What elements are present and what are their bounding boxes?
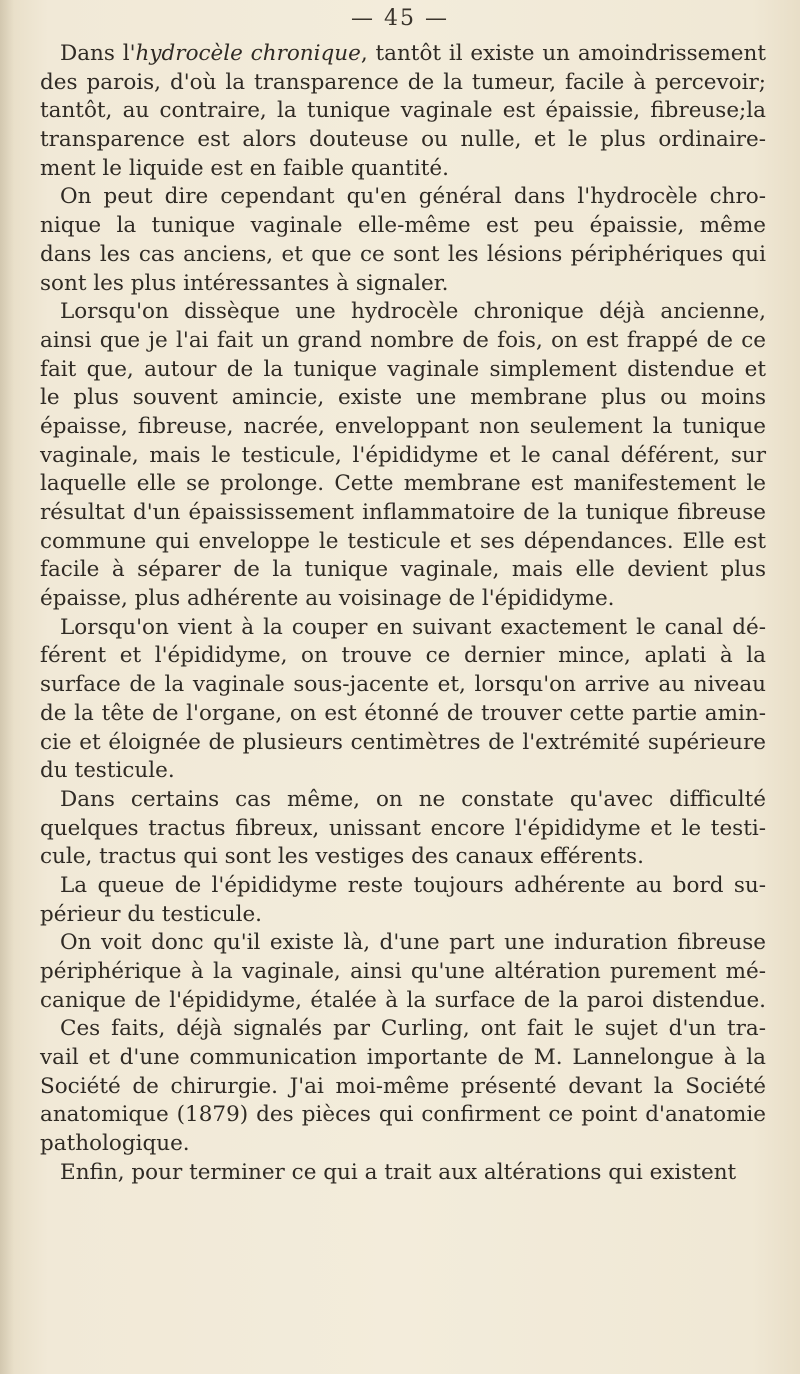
text-line: La queue de l'épididyme reste toujours adhérente au bord su- <box>60 872 766 898</box>
text-line: pathologique. <box>40 1131 190 1157</box>
text-line: épaisse, fibreuse, nacrée, enveloppant non seulement la tunique <box>40 413 766 439</box>
text-line: sont les plus intéressantes à signaler. <box>40 270 449 296</box>
text-line: canique de l'épididyme, étalée à la surface de la paroi distendue. <box>40 987 766 1013</box>
text-line: vail et d'une communication importante de M. Lannelongue à la <box>40 1045 766 1071</box>
text-line: Lorsqu'on vient à la couper en suivant exactement le canal dé- <box>60 614 766 640</box>
text-line: anatomique (1879) des pièces qui confirment ce point d'anatomie <box>40 1102 766 1128</box>
text-line: ainsi que je l'ai fait un grand nombre de fois, on est frappé de ce <box>40 327 766 353</box>
text-line: nique la tunique vaginale elle-même est peu épaissie, même <box>40 213 766 239</box>
text-line: On voit donc qu'il existe là, d'une part une induration fibreuse <box>60 930 766 956</box>
text-line: périphérique à la vaginale, ainsi qu'une altération purement mé- <box>40 959 766 984</box>
text-line: épaisse, plus adhérente au voisinage de l'épididyme. <box>40 586 615 612</box>
text-line: Enfin, pour terminer ce qui a trait aux altérations qui existent <box>60 1159 737 1185</box>
text-line: résultat d'un épaississement inflammatoire de la tunique fibreuse <box>40 500 766 525</box>
text-line: périeur du testicule. <box>40 901 263 927</box>
text-line: Ces faits, déjà signalés par Curling, ont fait le sujet d'un tra- <box>60 1016 766 1042</box>
text-line: férent et l'épididyme, on trouve ce dernier mince, aplati à la <box>40 643 766 669</box>
text-line: On peut dire cependant qu'en général dans l'hydrocèle chro- <box>60 184 766 210</box>
text-line: commune qui enveloppe le testicule et ses dépendances. Elle est <box>40 528 766 554</box>
text-line: du testicule. <box>40 758 175 784</box>
text-line: des parois, d'où la transparence de la tumeur, facile à percevoir; <box>40 69 766 95</box>
text-line <box>40 40 766 69</box>
binding-shadow <box>0 0 14 1374</box>
text-line: quelques tractus fibreux, unissant encore l'épididyme et le testi- <box>40 815 766 841</box>
body-text <box>40 40 766 1188</box>
text-fragment: Dans l' <box>60 41 136 66</box>
text-line: tantôt, au contraire, la tunique vaginale est épaissie, fibreuse;la <box>40 98 766 124</box>
text-line: transparence est alors douteuse ou nulle, et le plus ordinaire- <box>40 127 766 153</box>
text-fragment: , tantôt il existe un amoindrissement <box>360 41 767 66</box>
text-line: de la tête de l'organe, on est étonné de trouver cette partie amin- <box>40 700 766 726</box>
page-number-header: — 45 — <box>351 6 449 31</box>
text-line: vaginale, mais le testicule, l'épididyme et le canal déférent, sur <box>40 442 766 468</box>
text-line: Lorsqu'on dissèque une hydrocèle chronique déjà ancienne, <box>60 299 766 325</box>
text-line: surface de la vaginale sous-jacente et, lorsqu'on arrive au niveau <box>40 672 766 698</box>
text-line: ment le liquide est en faible quantité. <box>40 155 449 181</box>
text-line: Société de chirurgie. J'ai moi-même présenté devant la Société <box>40 1073 766 1099</box>
italic-term: hydrocèle chronique <box>135 41 361 66</box>
text-line: laquelle elle se prolonge. Cette membrane est manifestement le <box>40 471 766 497</box>
text-line: Dans certains cas même, on ne constate qu'avec difficulté <box>60 786 766 812</box>
text-line: le plus souvent amincie, existe une membrane plus ou moins <box>40 385 766 411</box>
text-line: cule, tractus qui sont les vestiges des canaux efférents. <box>40 844 644 870</box>
text-line: cie et éloignée de plusieurs centimètres de l'extrémité supérieure <box>40 729 766 755</box>
text-line: facile à séparer de la tunique vaginale, mais elle devient plus <box>40 557 766 583</box>
text-line: dans les cas anciens, et que ce sont les lésions périphériques qui <box>40 241 766 267</box>
text-line: fait que, autour de la tunique vaginale simplement distendue et <box>40 356 766 382</box>
